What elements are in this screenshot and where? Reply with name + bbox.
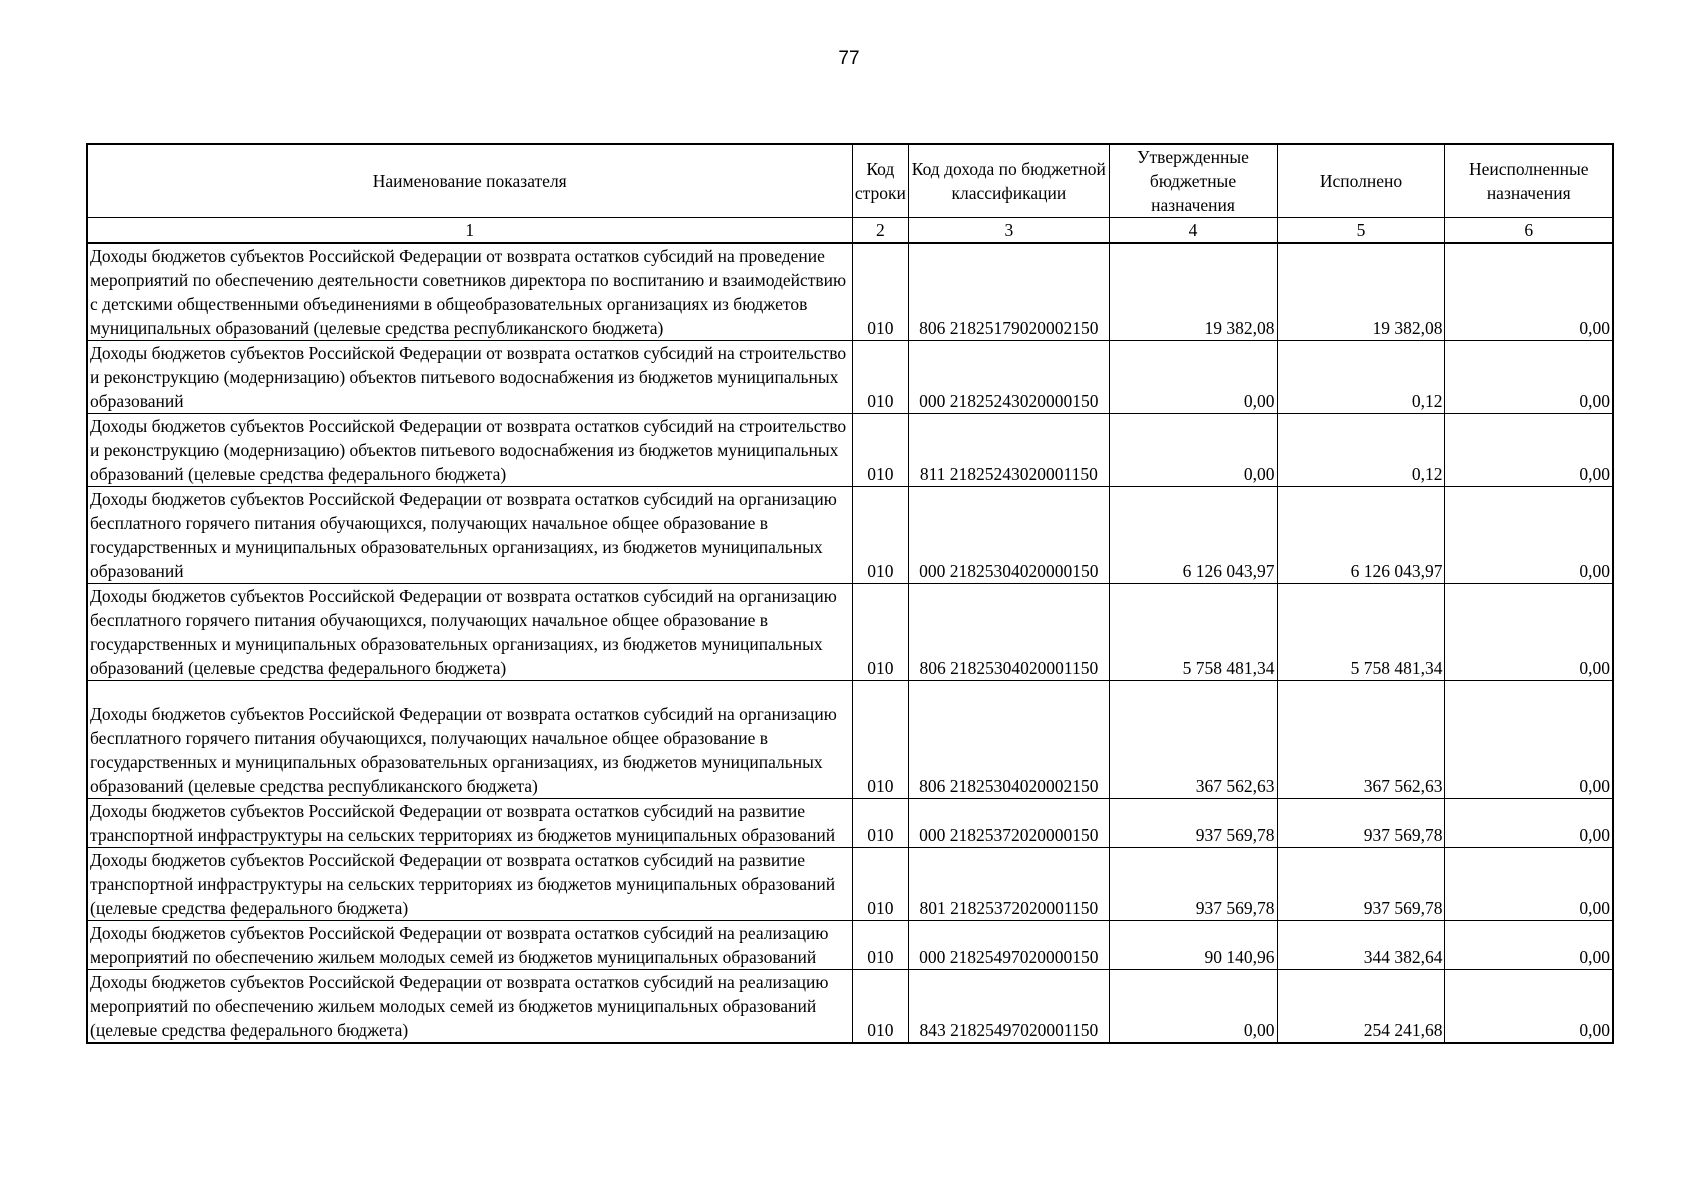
unexecuted-amount: 0,00: [1445, 799, 1613, 848]
approved-amount: 367 562,63: [1109, 681, 1277, 799]
approved-amount: 0,00: [1109, 341, 1277, 414]
executed-amount: 344 382,64: [1277, 921, 1445, 970]
unexecuted-amount: 0,00: [1445, 848, 1613, 921]
indicator-name: Доходы бюджетов субъектов Российской Федерации от возврата остатков субсидий на организацию бесплатного горячего питания обучающихся, получающих начальное общее образование в государственных и муниципальных образовательных организациях, из бюджетов муниципальных образований (целевые средства федерального бюджета): [87, 584, 852, 681]
table-row: [87, 681, 1613, 799]
unexecuted-amount: 0,00: [1445, 414, 1613, 487]
unexecuted-amount: 0,00: [1445, 584, 1613, 681]
executed-amount: 0,12: [1277, 414, 1445, 487]
executed-amount: 0,12: [1277, 341, 1445, 414]
line-code: 010: [852, 341, 909, 414]
line-code: 010: [852, 487, 909, 584]
income-code: 801 21825372020001150: [909, 848, 1109, 921]
page-number: 77: [838, 48, 860, 69]
budget-execution-table: [86, 143, 1614, 1044]
approved-amount: 937 569,78: [1109, 848, 1277, 921]
indicator-name: Доходы бюджетов субъектов Российской Федерации от возврата остатков субсидий на развитие транспортной инфраструктуры на сельских территориях из бюджетов муниципальных образований (целевые средства федерального бюджета): [87, 848, 852, 921]
table-row: [87, 799, 1613, 848]
executed-amount: 5 758 481,34: [1277, 584, 1445, 681]
column-number: 3: [909, 218, 1109, 244]
indicator-name: Доходы бюджетов субъектов Российской Федерации от возврата остатков субсидий на реализацию мероприятий по обеспечению жильем молодых семей из бюджетов муниципальных образований: [87, 921, 852, 970]
column-number: 6: [1445, 218, 1613, 244]
approved-amount: 19 382,08: [1109, 243, 1277, 341]
approved-amount: 0,00: [1109, 414, 1277, 487]
line-code: 010: [852, 970, 909, 1044]
executed-amount: 937 569,78: [1277, 799, 1445, 848]
executed-amount: 367 562,63: [1277, 681, 1445, 799]
executed-amount: 6 126 043,97: [1277, 487, 1445, 584]
income-code: 000 21825372020000150: [909, 799, 1109, 848]
header-name: Наименование показателя: [87, 144, 852, 218]
unexecuted-amount: 0,00: [1445, 970, 1613, 1044]
indicator-name: Доходы бюджетов субъектов Российской Федерации от возврата остатков субсидий на строительство и реконструкцию (модернизацию) объектов питьевого водоснабжения из бюджетов муниципальных образований: [87, 341, 852, 414]
line-code: 010: [852, 584, 909, 681]
income-code: 843 21825497020001150: [909, 970, 1109, 1044]
header-approved: Утвержденные бюджетные назначения: [1109, 144, 1277, 218]
line-code: 010: [852, 799, 909, 848]
indicator-name: Доходы бюджетов субъектов Российской Федерации от возврата остатков субсидий на строительство и реконструкцию (модернизацию) объектов питьевого водоснабжения из бюджетов муниципальных образований (целевые средства федерального бюджета): [87, 414, 852, 487]
line-code: 010: [852, 243, 909, 341]
income-code: 000 21825304020000150: [909, 487, 1109, 584]
table-header-row: [87, 144, 1613, 218]
income-code: 806 21825179020002150: [909, 243, 1109, 341]
unexecuted-amount: 0,00: [1445, 341, 1613, 414]
column-number: 4: [1109, 218, 1277, 244]
table-row: [87, 414, 1613, 487]
income-code: 811 21825243020001150: [909, 414, 1109, 487]
income-code: 806 21825304020001150: [909, 584, 1109, 681]
table-row: [87, 970, 1613, 1044]
header-executed: Исполнено: [1277, 144, 1445, 218]
approved-amount: 90 140,96: [1109, 921, 1277, 970]
unexecuted-amount: 0,00: [1445, 487, 1613, 584]
unexecuted-amount: 0,00: [1445, 921, 1613, 970]
header-unexecuted: Неисполненные назначения: [1445, 144, 1613, 218]
column-number: 5: [1277, 218, 1445, 244]
income-code: 806 21825304020002150: [909, 681, 1109, 799]
header-income-code: Код дохода по бюджетной классификации: [909, 144, 1109, 218]
header-line-code: Код строки: [852, 144, 909, 218]
income-code: 000 21825497020000150: [909, 921, 1109, 970]
indicator-name: Доходы бюджетов субъектов Российской Федерации от возврата остатков субсидий на организацию бесплатного горячего питания обучающихся, получающих начальное общее образование в государственных и муниципальных образовательных организациях, из бюджетов муниципальных образований (целевые средства республиканского бюджета): [87, 681, 852, 799]
table-row: [87, 584, 1613, 681]
table-row: [87, 921, 1613, 970]
approved-amount: 0,00: [1109, 970, 1277, 1044]
indicator-name: Доходы бюджетов субъектов Российской Федерации от возврата остатков субсидий на развитие транспортной инфраструктуры на сельских территориях из бюджетов муниципальных образований: [87, 799, 852, 848]
approved-amount: 5 758 481,34: [1109, 584, 1277, 681]
executed-amount: 254 241,68: [1277, 970, 1445, 1044]
approved-amount: 6 126 043,97: [1109, 487, 1277, 584]
indicator-name: Доходы бюджетов субъектов Российской Федерации от возврата остатков субсидий на организацию бесплатного горячего питания обучающихся, получающих начальное общее образование в государственных и муниципальных образовательных организациях, из бюджетов муниципальных образований: [87, 487, 852, 584]
table-row: [87, 487, 1613, 584]
income-code: 000 21825243020000150: [909, 341, 1109, 414]
column-number: 2: [852, 218, 909, 244]
unexecuted-amount: 0,00: [1445, 681, 1613, 799]
line-code: 010: [852, 414, 909, 487]
executed-amount: 937 569,78: [1277, 848, 1445, 921]
line-code: 010: [852, 681, 909, 799]
table-row: [87, 848, 1613, 921]
indicator-name: Доходы бюджетов субъектов Российской Федерации от возврата остатков субсидий на проведение мероприятий по обеспечению деятельности советников директора по воспитанию и взаимодействию с детскими общественными объединениями в общеобразовательных организациях из бюджетов муниципальных образований (целевые средства республиканского бюджета): [87, 243, 852, 341]
approved-amount: 937 569,78: [1109, 799, 1277, 848]
line-code: 010: [852, 848, 909, 921]
unexecuted-amount: 0,00: [1445, 243, 1613, 341]
table-row: [87, 341, 1613, 414]
column-number: 1: [87, 218, 852, 244]
line-code: 010: [852, 921, 909, 970]
column-number-row: [87, 218, 1613, 244]
executed-amount: 19 382,08: [1277, 243, 1445, 341]
indicator-name: Доходы бюджетов субъектов Российской Федерации от возврата остатков субсидий на реализацию мероприятий по обеспечению жильем молодых семей из бюджетов муниципальных образований (целевые средства федерального бюджета): [87, 970, 852, 1044]
table-row: [87, 243, 1613, 341]
